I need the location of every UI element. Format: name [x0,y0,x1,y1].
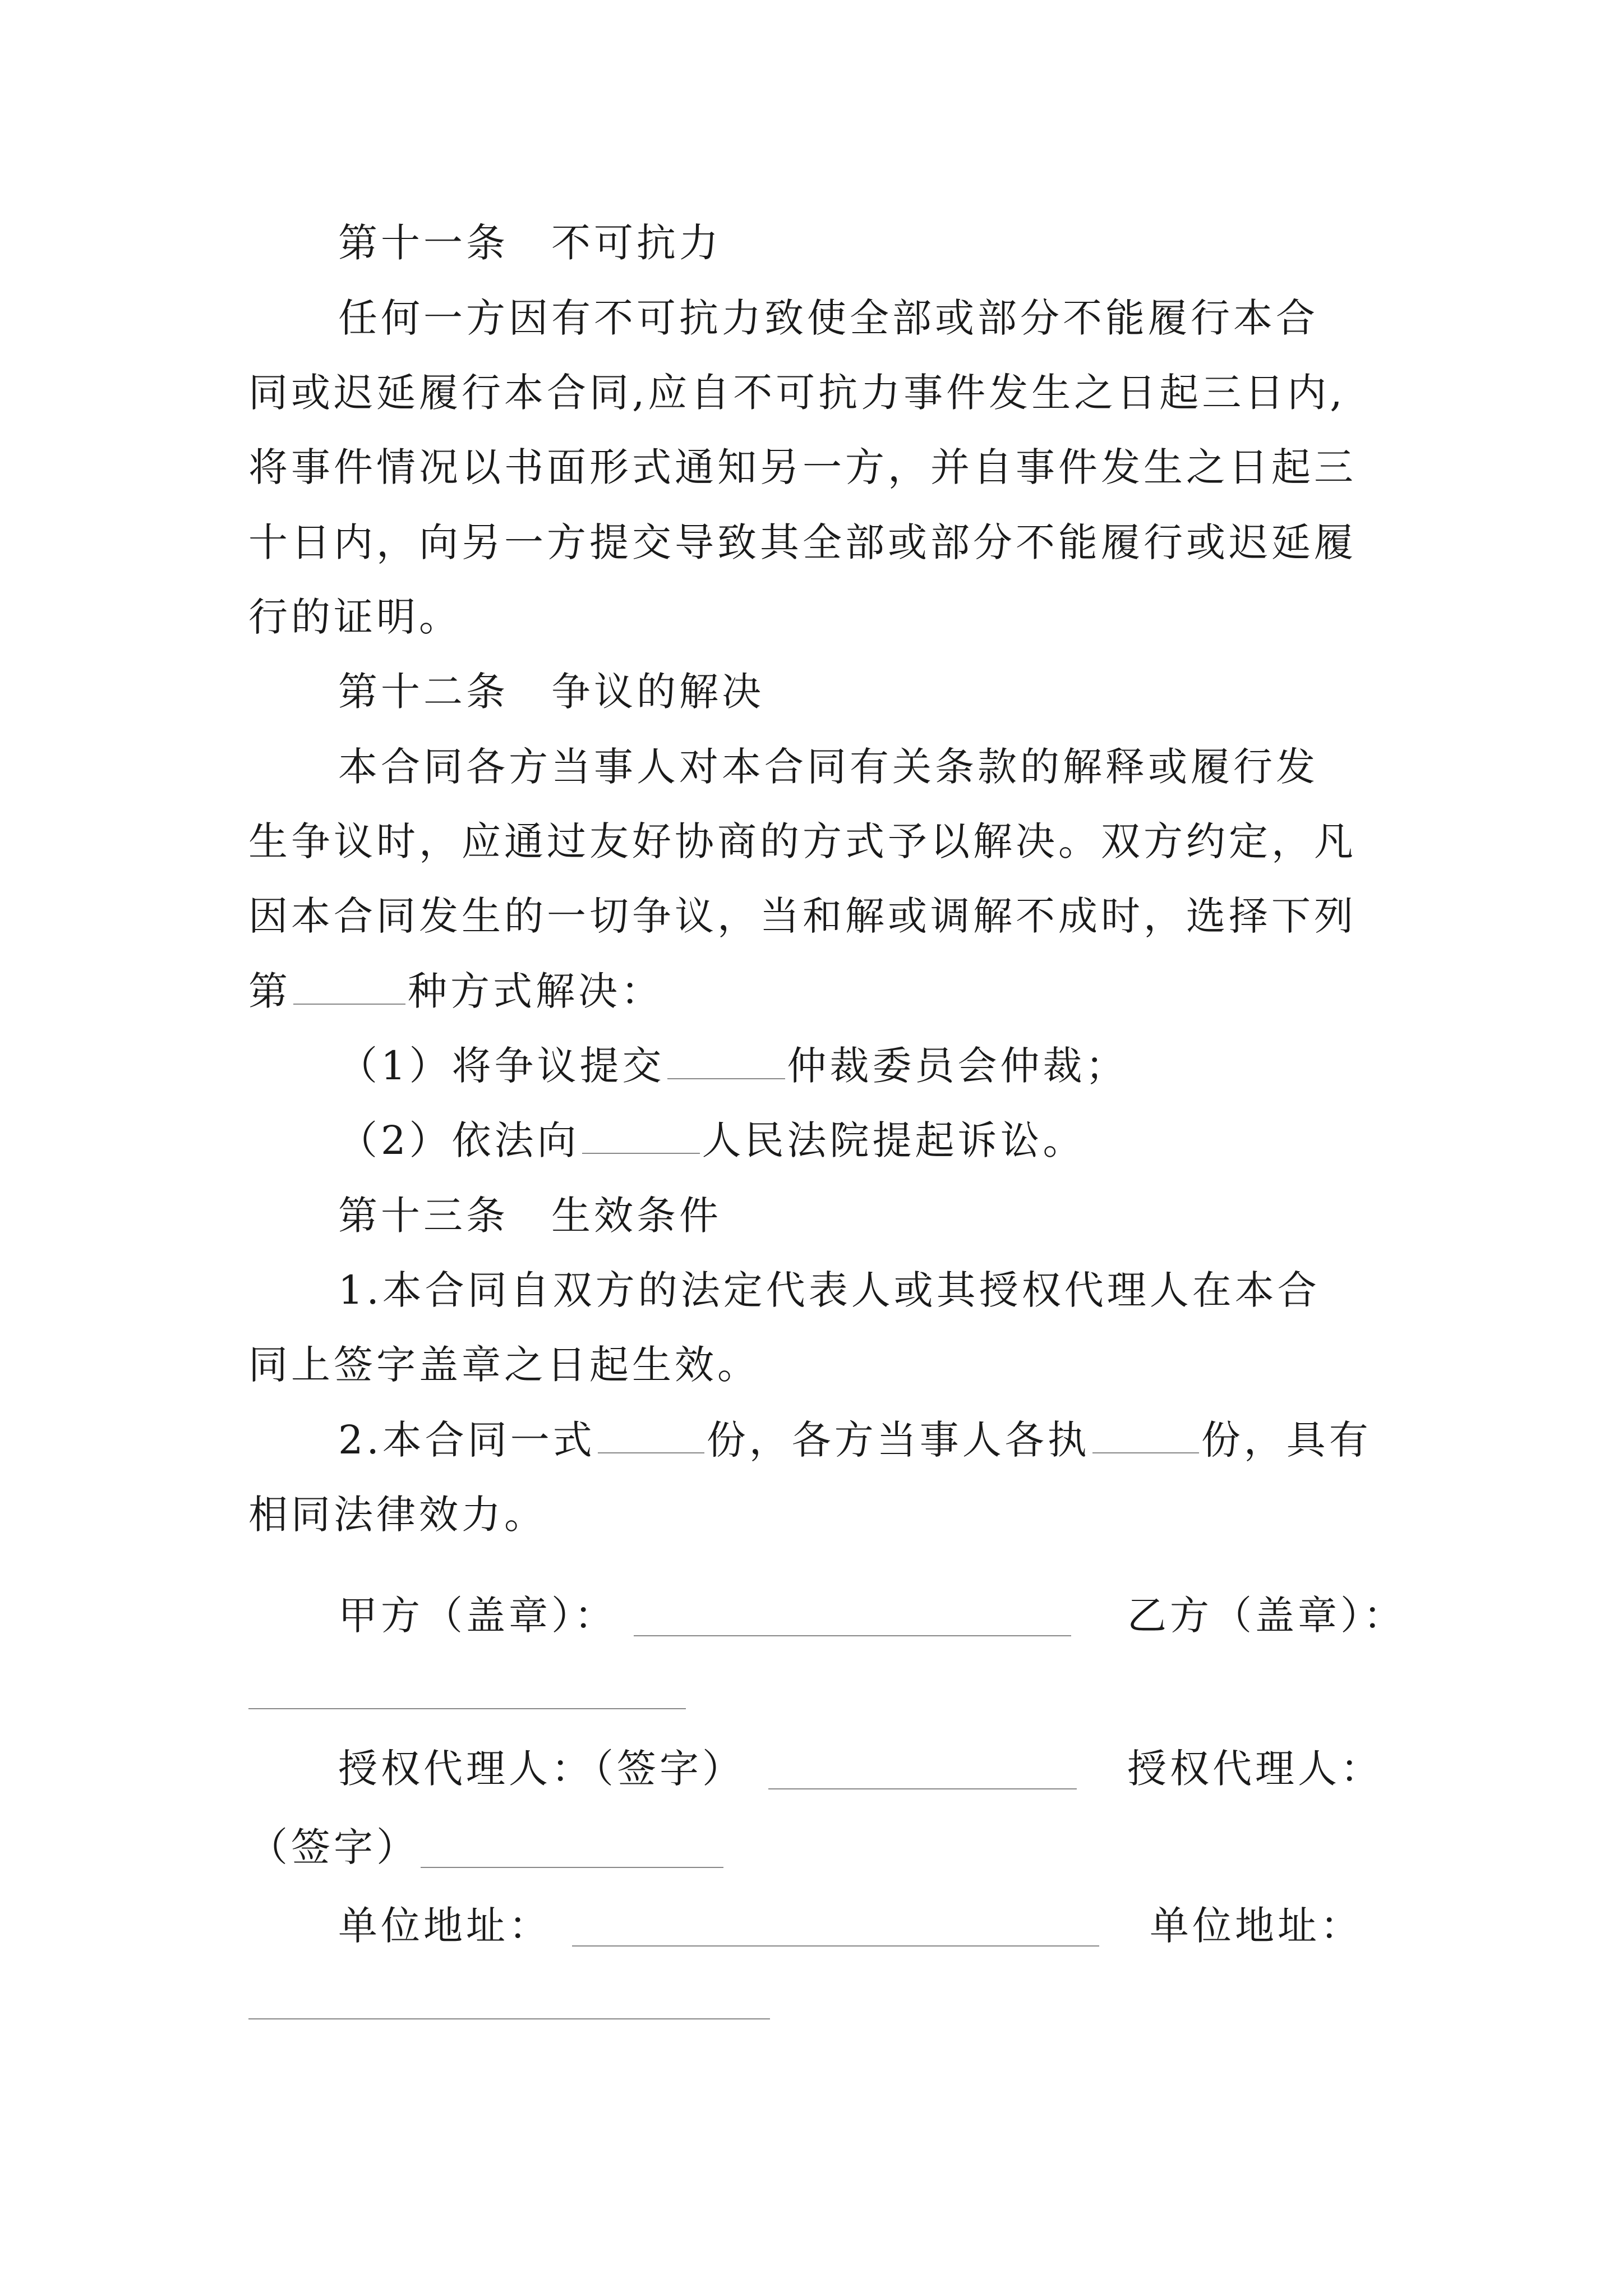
item-2-suffix: 份，具有 [1201,1417,1372,1463]
article-13-heading: 第十三条 生效条件 [338,1193,722,1239]
option-2-line [338,1110,1086,1171]
choice-suffix: 种方式解决： [408,968,663,1014]
option-1-prefix: （1）将争议提交 [338,1043,665,1089]
address-a-label: 单位地址： [338,1903,551,1949]
article-13-item-1-line-1: 1.本合同自双方的法定代表人或其授权代理人在本合 [338,1267,1320,1313]
agent-a-sign-line[interactable] [768,1788,1077,1789]
option-1-line [338,1035,1128,1097]
party-b-seal-line[interactable] [248,1708,686,1709]
court-name-blank[interactable] [582,1142,700,1154]
article-11-heading: 第十一条 不可抗力 [338,220,722,266]
article-11-line-2: 同或迟延履行本合同,应自不可抗力事件发生之日起三日内, [248,370,1346,416]
agent-b-sign-line[interactable] [421,1867,723,1868]
choice-number-blank[interactable] [293,992,405,1005]
article-12-heading: 第十二条 争议的解决 [338,669,764,715]
option-1-suffix: 仲裁委员会仲裁； [787,1043,1128,1089]
address-a-line[interactable] [572,1945,1099,1947]
article-12-line-2: 生争议时，应通过友好协商的方式予以解决。双方约定，凡 [248,818,1357,864]
arbitration-committee-blank[interactable] [667,1067,785,1079]
article-13-item-2-line-1 [338,1409,1372,1471]
copies-total-blank[interactable] [598,1441,704,1453]
party-b-seal-label: 乙方（盖章）： [1127,1593,1406,1639]
agent-b-sign-label: （签字） [248,1824,419,1870]
agent-a-label: 授权代理人：（签字） [338,1746,745,1792]
article-13-item-1-line-2: 同上签字盖章之日起生效。 [248,1342,760,1388]
option-2-suffix: 人民法院提起诉讼。 [702,1117,1086,1163]
article-12-choice-line [248,960,663,1022]
article-12-line-3: 因本合同发生的一切争议，当和解或调解不成时，选择下列 [248,893,1357,939]
address-b-line[interactable] [248,2018,770,2019]
article-11-line-4: 十日内，向另一方提交导致其全部或部分不能履行或迟延履 [248,519,1357,565]
party-a-seal-line[interactable] [634,1635,1071,1636]
choice-prefix: 第 [248,968,291,1014]
item-2-middle: 份，各方当事人各执 [706,1417,1090,1463]
article-12-line-1: 本合同各方当事人对本合同有关条款的解释或履行发 [338,744,1318,790]
address-b-label: 单位地址： [1150,1903,1363,1949]
item-2-prefix: 2.本合同一式 [338,1417,596,1463]
article-13-item-2-line-2: 相同法律效力。 [248,1492,547,1538]
article-11-line-1: 任何一方因有不可抗力致使全部或部分不能履行本合 [338,295,1318,341]
party-a-seal-label: 甲方（盖章）： [338,1593,617,1639]
option-2-prefix: （2）依法向 [338,1117,580,1163]
agent-b-label: 授权代理人： [1127,1746,1383,1792]
copies-each-blank[interactable] [1092,1441,1199,1453]
article-11-line-3: 将事件情况以书面形式通知另一方，并自事件发生之日起三 [248,444,1357,490]
article-11-line-5: 行的证明。 [248,594,462,640]
